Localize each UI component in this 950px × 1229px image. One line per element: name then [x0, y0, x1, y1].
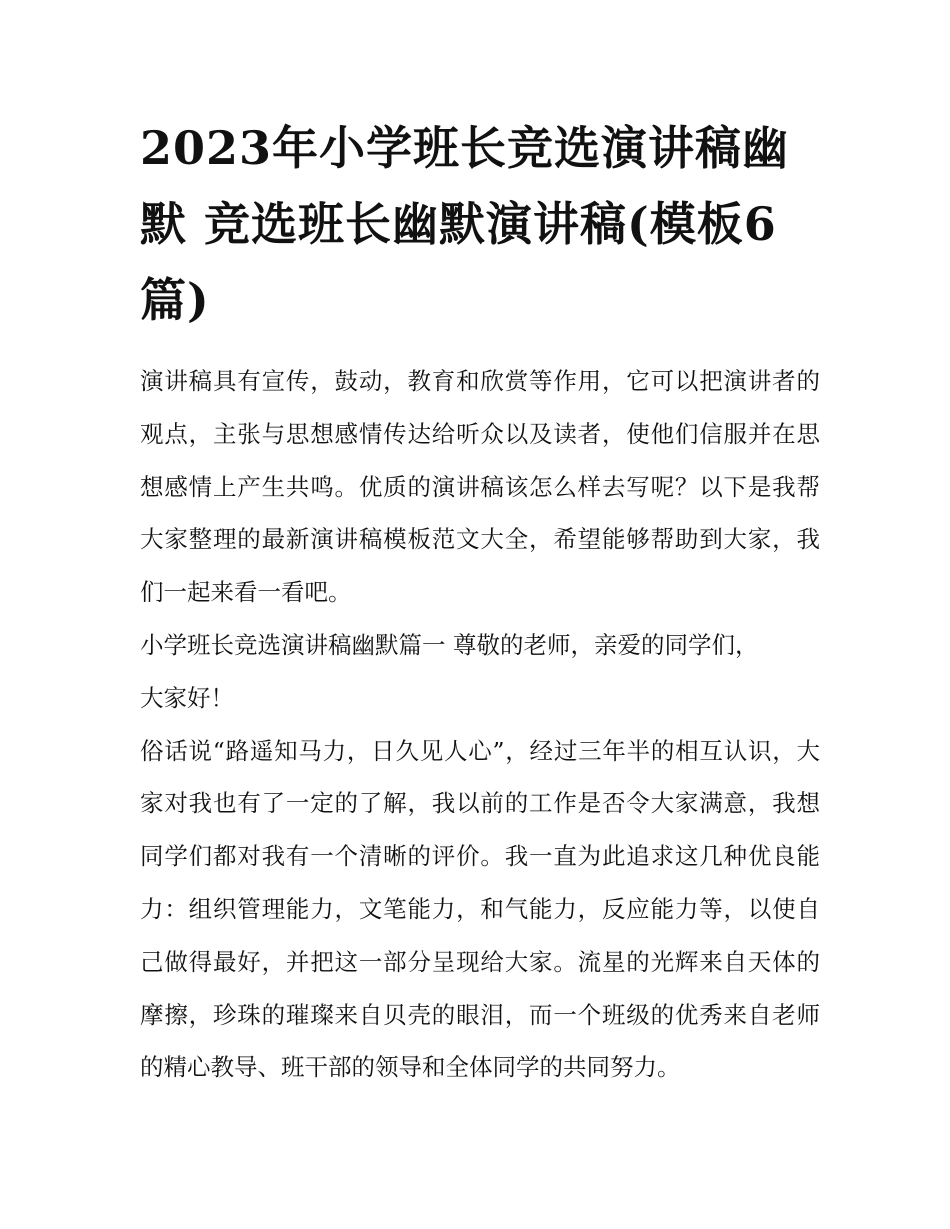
intro-paragraph: 演讲稿具有宣传，鼓动，教育和欣赏等作用，它可以把演讲者的观点，主张与思想感情传达给听众以及读者，使他们信服并在思想感情上产生共鸣。优质的演讲稿该怎么样去写呢？以下是我帮大家整理的最新演讲稿模板范文大全，希望能够帮助到大家，我们一起来看一看吧。 [140, 367, 820, 607]
greeting-paragraph: 大家好！ [140, 683, 234, 712]
document-title: 2023年小学班长竞选演讲稿幽默 竞选班长幽默演讲稿(模板6篇) [140, 121, 790, 327]
document-body [140, 355, 820, 1094]
speech-paragraph: 俗话说“路遥知马力，日久见人心”，经过三年半的相互认识，大家对我也有了一定的了解，我以前的工作是否令大家满意，我想同学们都对我有一个清晰的评价。我一直为此追求这几种优良能力：组织管理能力，文笔能力，和气能力，反应能力等，以使自己做得最好，并把这一部分呈现给大家。流星的光辉来自天体的摩擦，珍珠的璀璨来自贝壳的眼泪，而一个班级的优秀来自老师的精心教导、班干部的领导和全体同学的共同努力。 [140, 736, 820, 1082]
section-heading-paragraph: 小学班长竞选演讲稿幽默篇一 尊敬的老师，亲爱的同学们， [140, 630, 759, 659]
